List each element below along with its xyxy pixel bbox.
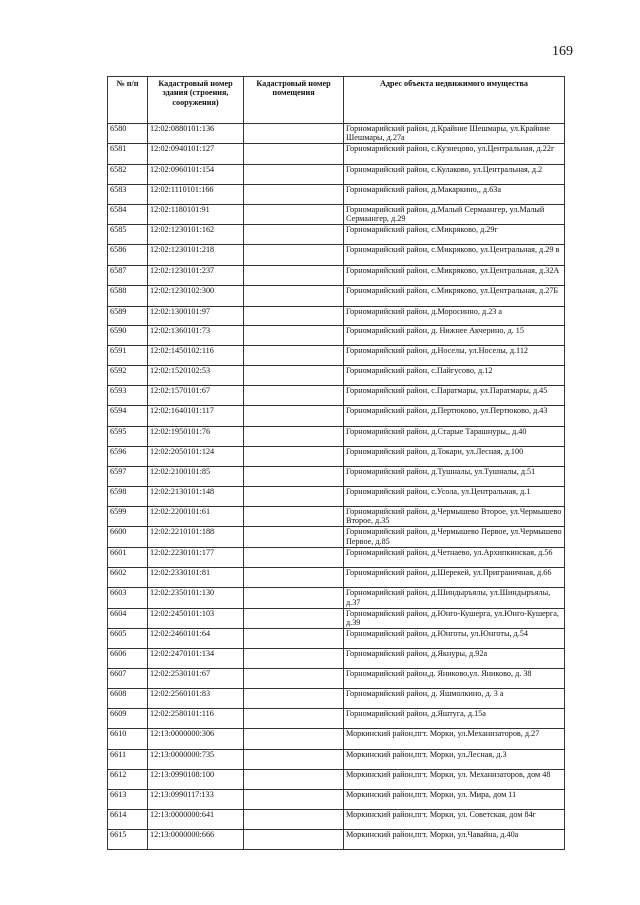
table-body	[108, 124, 565, 850]
row-number-cell: 6598	[108, 487, 148, 507]
building-cadastral-cell: 12:13:0990117:133	[148, 789, 244, 809]
row-number-cell: 6603	[108, 588, 148, 608]
address-cell: Горномарийский район, д.Малый Сермаангер, ул.Малый Сермаангер, д.29	[344, 205, 565, 225]
table-row	[108, 185, 565, 205]
address-cell: Горномарийский район, д.Тушналы, ул.Тушналы, д.51	[344, 466, 565, 486]
row-number-cell: 6604	[108, 608, 148, 628]
table-row	[108, 527, 565, 547]
building-cadastral-cell: 12:02:2050101:124	[148, 446, 244, 466]
address-cell: Горномарийский район, д.Моросинно, д.23 а	[344, 306, 565, 326]
room-cadastral-cell	[244, 346, 344, 366]
row-number-cell: 6614	[108, 809, 148, 829]
row-number-cell: 6595	[108, 426, 148, 446]
building-cadastral-cell: 12:02:1360101:73	[148, 326, 244, 346]
building-cadastral-cell: 12:02:1570101:67	[148, 386, 244, 406]
building-cadastral-cell: 12:02:2560101:83	[148, 689, 244, 709]
table-row	[108, 588, 565, 608]
row-number-cell: 6581	[108, 144, 148, 164]
building-cadastral-cell: 12:02:2580101:116	[148, 709, 244, 729]
room-cadastral-cell	[244, 446, 344, 466]
table-row	[108, 265, 565, 285]
room-cadastral-cell	[244, 506, 344, 526]
building-cadastral-cell: 12:02:1230101:218	[148, 245, 244, 265]
row-number-cell: 6583	[108, 185, 148, 205]
room-cadastral-cell	[244, 144, 344, 164]
room-cadastral-cell	[244, 649, 344, 669]
address-cell: Горномарийский район, с.Кузнецово, ул.Центральная, д.22г	[344, 144, 565, 164]
building-cadastral-cell: 12:02:2330101:81	[148, 568, 244, 588]
building-cadastral-cell: 12:02:2200101:61	[148, 506, 244, 526]
header-building-cadastral: Кадастровый номер здания (строения, сооружения)	[148, 77, 244, 124]
row-number-cell: 6606	[108, 649, 148, 669]
building-cadastral-cell: 12:02:2460101:64	[148, 629, 244, 649]
address-cell: Горномарийский район, д.Юнготы, ул.Юнготы, д.54	[344, 629, 565, 649]
address-cell: Горномарийский район, с.Паратмары, ул.Паратмары, д.45	[344, 386, 565, 406]
row-number-cell: 6602	[108, 568, 148, 588]
table-row	[108, 629, 565, 649]
building-cadastral-cell: 12:02:1180101:91	[148, 205, 244, 225]
building-cadastral-cell: 12:02:2210101:188	[148, 527, 244, 547]
address-cell: Горномарийский район, д.Старые Тарашнуры,, д.40	[344, 426, 565, 446]
row-number-cell: 6580	[108, 124, 148, 144]
table-row	[108, 406, 565, 426]
address-cell: Горномарийский район, д.Шиндыръялы, ул.Шиндыръялы, д.37	[344, 588, 565, 608]
address-cell: Горномарийский район, д.Макаркино,, д.63а	[344, 185, 565, 205]
table-header	[108, 77, 565, 124]
address-cell: Моркинский район,пгт. Морки, ул. Мира, дом 11	[344, 789, 565, 809]
table-row	[108, 225, 565, 245]
table-row	[108, 426, 565, 446]
row-number-cell: 6594	[108, 406, 148, 426]
row-number-cell: 6590	[108, 326, 148, 346]
table-row	[108, 245, 565, 265]
room-cadastral-cell	[244, 225, 344, 245]
address-cell: Моркинский район,пгт. Морки, ул.Механизаторов, д.27	[344, 729, 565, 749]
room-cadastral-cell	[244, 729, 344, 749]
address-cell: Моркинский район,пгт. Морки, ул. Советская, дом 84г	[344, 809, 565, 829]
row-number-cell: 6605	[108, 629, 148, 649]
row-number-cell: 6591	[108, 346, 148, 366]
address-cell: Горномарийский район, д. Нижнее Акчерино, д. 15	[344, 326, 565, 346]
building-cadastral-cell: 12:02:2130101:148	[148, 487, 244, 507]
building-cadastral-cell: 12:13:0000000:641	[148, 809, 244, 829]
address-cell: Горномарийский район, д.Якнуры, д.92а	[344, 649, 565, 669]
room-cadastral-cell	[244, 466, 344, 486]
room-cadastral-cell	[244, 286, 344, 306]
header-room-cadastral: Кадастровый номер помещения	[244, 77, 344, 124]
table-row	[108, 830, 565, 850]
address-cell: Горномарийский район, с.Микряково, ул.Центральная, д.32А	[344, 265, 565, 285]
row-number-cell: 6592	[108, 366, 148, 386]
table-row	[108, 506, 565, 526]
property-registry-table	[107, 76, 565, 850]
table-row	[108, 769, 565, 789]
table-row	[108, 487, 565, 507]
building-cadastral-cell: 12:02:1110101:166	[148, 185, 244, 205]
table-row	[108, 205, 565, 225]
room-cadastral-cell	[244, 205, 344, 225]
row-number-cell: 6607	[108, 669, 148, 689]
address-cell: Горномарийский район, д.Чермышево Первое, ул.Чермышево Первое, д.85	[344, 527, 565, 547]
room-cadastral-cell	[244, 608, 344, 628]
row-number-cell: 6593	[108, 386, 148, 406]
page-number: 169	[552, 44, 573, 59]
table-row	[108, 649, 565, 669]
room-cadastral-cell	[244, 547, 344, 567]
address-cell: Горномарийский район, д.Яштуга, д.15а	[344, 709, 565, 729]
address-cell: Горномарийский район, д.Крайние Шешмары, ул.Крайние Шешмары, д.27а	[344, 124, 565, 144]
table-row	[108, 749, 565, 769]
row-number-cell: 6609	[108, 709, 148, 729]
header-address: Адрес объекта недвижимого имущества	[344, 77, 565, 124]
table-row	[108, 144, 565, 164]
table-row	[108, 446, 565, 466]
room-cadastral-cell	[244, 406, 344, 426]
row-number-cell: 6608	[108, 689, 148, 709]
table-row	[108, 386, 565, 406]
row-number-cell: 6599	[108, 506, 148, 526]
address-cell: Моркинский район,пгт. Морки, ул. Механизаторов, дом 48	[344, 769, 565, 789]
address-cell: Горномарийский район, д.Пертюково, ул.Пертюково, д.43	[344, 406, 565, 426]
table-row	[108, 669, 565, 689]
building-cadastral-cell: 12:02:1230101:162	[148, 225, 244, 245]
building-cadastral-cell: 12:02:1230102:300	[148, 286, 244, 306]
table-row	[108, 568, 565, 588]
table-row	[108, 547, 565, 567]
building-cadastral-cell: 12:02:2470101:134	[148, 649, 244, 669]
building-cadastral-cell: 12:02:2530101:67	[148, 669, 244, 689]
table-row	[108, 164, 565, 184]
building-cadastral-cell: 12:02:1950101:76	[148, 426, 244, 446]
row-number-cell: 6610	[108, 729, 148, 749]
address-cell: Горномарийский район, с.Микряково, ул.Центральная, д.27Б	[344, 286, 565, 306]
table-row	[108, 346, 565, 366]
room-cadastral-cell	[244, 629, 344, 649]
room-cadastral-cell	[244, 185, 344, 205]
table-row	[108, 466, 565, 486]
table-row	[108, 608, 565, 628]
address-cell: Горномарийский район, д.Юнго-Кушерга, ул.Юнго-Кушерга, д.39	[344, 608, 565, 628]
room-cadastral-cell	[244, 265, 344, 285]
address-cell: Горномарийский район, с.Кулаково, ул.Центральная, д.2	[344, 164, 565, 184]
row-number-cell: 6584	[108, 205, 148, 225]
building-cadastral-cell: 12:02:1640101:117	[148, 406, 244, 426]
table-row	[108, 366, 565, 386]
building-cadastral-cell: 12:13:0990108:100	[148, 769, 244, 789]
address-cell: Горномарийский район, с.Микряково, ул.Центральная, д.29 в	[344, 245, 565, 265]
room-cadastral-cell	[244, 669, 344, 689]
room-cadastral-cell	[244, 366, 344, 386]
address-cell: Горномарийский район, с.Пайгусово, д.12	[344, 366, 565, 386]
room-cadastral-cell	[244, 326, 344, 346]
row-number-cell: 6588	[108, 286, 148, 306]
room-cadastral-cell	[244, 124, 344, 144]
room-cadastral-cell	[244, 689, 344, 709]
address-cell: Моркинский район,пгт. Морки, ул.Чавайна, д.40а	[344, 830, 565, 850]
room-cadastral-cell	[244, 809, 344, 829]
row-number-cell: 6601	[108, 547, 148, 567]
room-cadastral-cell	[244, 830, 344, 850]
table-row	[108, 689, 565, 709]
building-cadastral-cell: 12:02:2100101:85	[148, 466, 244, 486]
room-cadastral-cell	[244, 588, 344, 608]
address-cell: Моркинский район,пгт. Морки, ул.Лесная, д.3	[344, 749, 565, 769]
building-cadastral-cell: 12:13:0000000:735	[148, 749, 244, 769]
building-cadastral-cell: 12:02:0940101:127	[148, 144, 244, 164]
address-cell: Горномарийский район, д. Яшмолкино, д. 3 а	[344, 689, 565, 709]
address-cell: Горномарийский район, с.Усола, ул.Центральная, д.1	[344, 487, 565, 507]
building-cadastral-cell: 12:02:1520102:53	[148, 366, 244, 386]
row-number-cell: 6613	[108, 789, 148, 809]
row-number-cell: 6611	[108, 749, 148, 769]
address-cell: Горномарийский район, д.Токари, ул.Лесная, д.100	[344, 446, 565, 466]
building-cadastral-cell: 12:02:2350101:130	[148, 588, 244, 608]
building-cadastral-cell: 12:02:1450102:116	[148, 346, 244, 366]
header-row	[108, 77, 565, 124]
room-cadastral-cell	[244, 386, 344, 406]
room-cadastral-cell	[244, 789, 344, 809]
table-row	[108, 789, 565, 809]
table-row	[108, 286, 565, 306]
table-row	[108, 709, 565, 729]
row-number-cell: 6612	[108, 769, 148, 789]
address-cell: Горномарийский район, д.Чермышево Второе, ул.Чермышево Второе, д.35	[344, 506, 565, 526]
table-row	[108, 809, 565, 829]
room-cadastral-cell	[244, 164, 344, 184]
room-cadastral-cell	[244, 527, 344, 547]
table-row	[108, 729, 565, 749]
table-row	[108, 306, 565, 326]
row-number-cell: 6586	[108, 245, 148, 265]
table-row	[108, 326, 565, 346]
building-cadastral-cell: 12:02:2450101:103	[148, 608, 244, 628]
address-cell: Горномарийский район, д.Четнаево, ул.Архипкинская, д.56	[344, 547, 565, 567]
address-cell: Горномарийский район, д.Носелы, ул.Носелы, д.112	[344, 346, 565, 366]
room-cadastral-cell	[244, 709, 344, 729]
row-number-cell: 6597	[108, 466, 148, 486]
room-cadastral-cell	[244, 306, 344, 326]
room-cadastral-cell	[244, 749, 344, 769]
room-cadastral-cell	[244, 769, 344, 789]
building-cadastral-cell: 12:02:1300101:97	[148, 306, 244, 326]
building-cadastral-cell: 12:13:0000000:306	[148, 729, 244, 749]
row-number-cell: 6587	[108, 265, 148, 285]
address-cell: Горномарийский район,д. Яниково,ул. Яниково, д. 38	[344, 669, 565, 689]
header-row-number: № п/п	[108, 77, 148, 124]
row-number-cell: 6589	[108, 306, 148, 326]
row-number-cell: 6582	[108, 164, 148, 184]
address-cell: Горномарийский район, д.Шерекей, ул.Приграничная, д.66	[344, 568, 565, 588]
room-cadastral-cell	[244, 487, 344, 507]
row-number-cell: 6615	[108, 830, 148, 850]
building-cadastral-cell: 12:02:0880101:136	[148, 124, 244, 144]
building-cadastral-cell: 12:13:0000000:666	[148, 830, 244, 850]
row-number-cell: 6600	[108, 527, 148, 547]
room-cadastral-cell	[244, 568, 344, 588]
building-cadastral-cell: 12:02:1230101:237	[148, 265, 244, 285]
building-cadastral-cell: 12:02:0960101:154	[148, 164, 244, 184]
row-number-cell: 6596	[108, 446, 148, 466]
table-row	[108, 124, 565, 144]
address-cell: Горномарийский район, с.Микряково, д.29г	[344, 225, 565, 245]
building-cadastral-cell: 12:02:2230101:177	[148, 547, 244, 567]
room-cadastral-cell	[244, 426, 344, 446]
row-number-cell: 6585	[108, 225, 148, 245]
room-cadastral-cell	[244, 245, 344, 265]
